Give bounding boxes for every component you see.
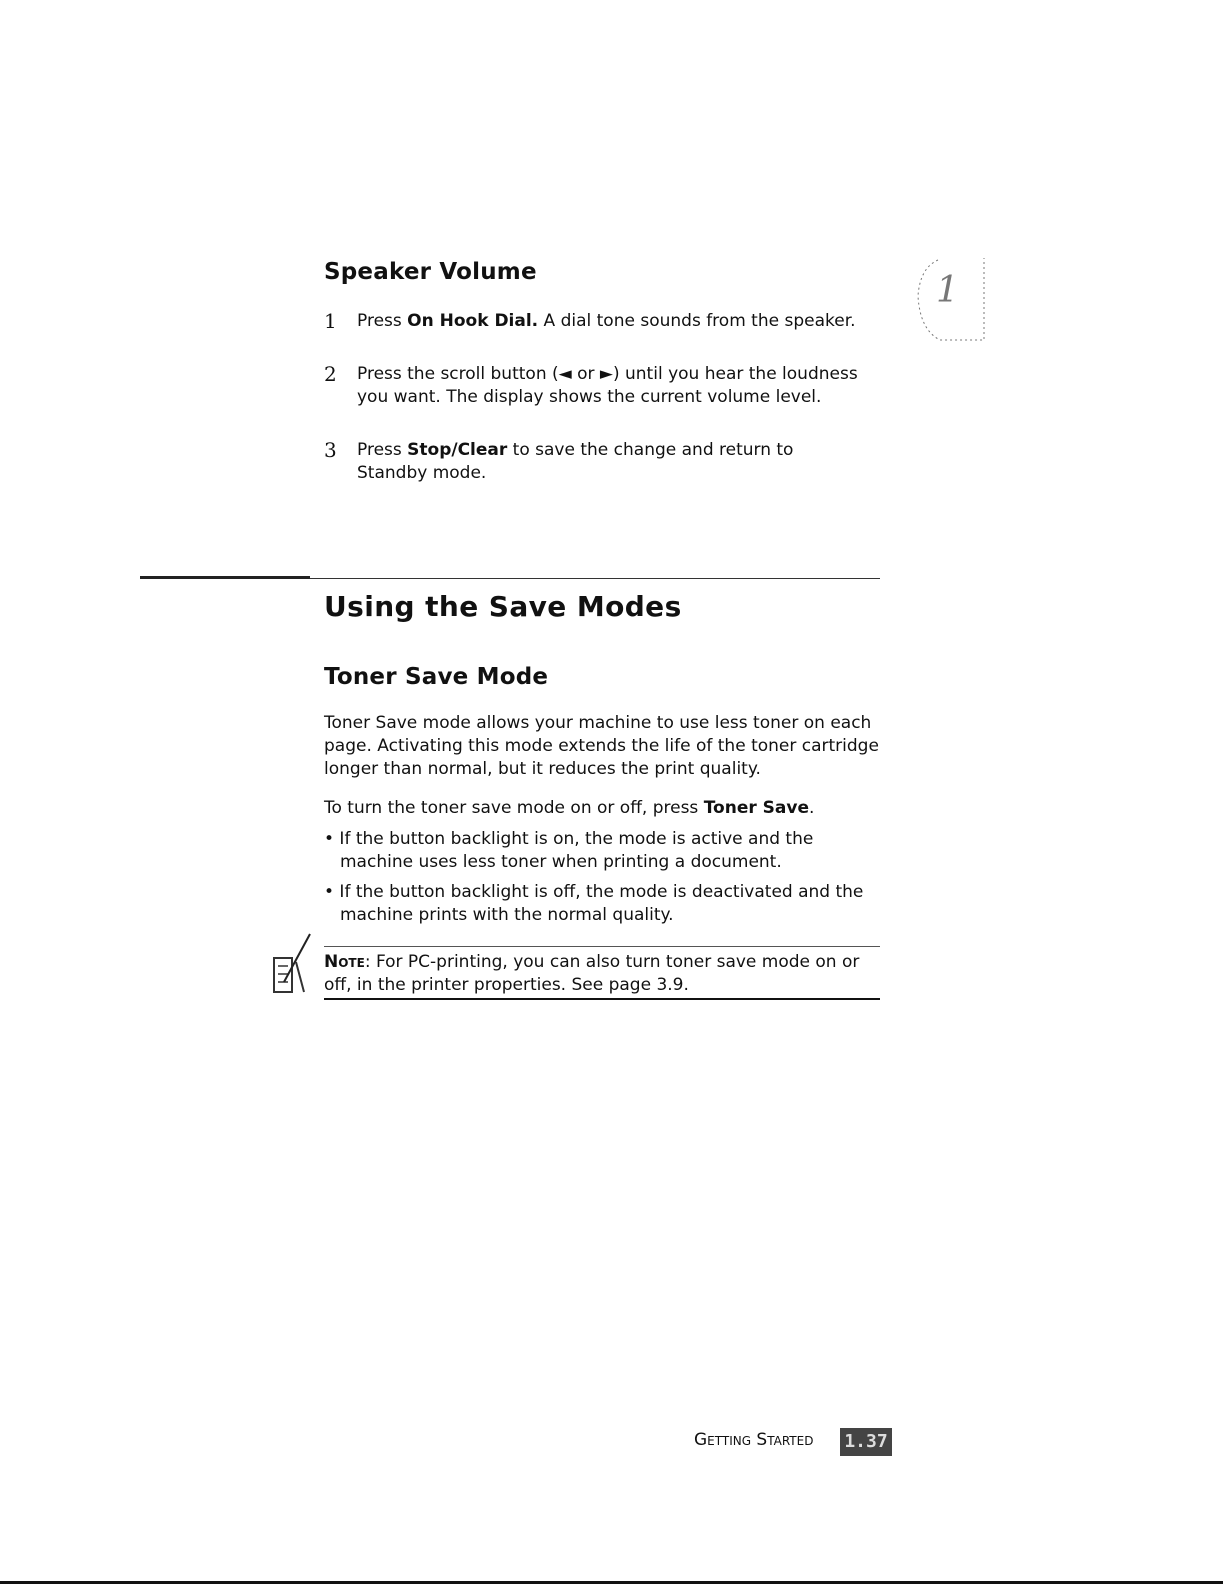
step-text: Press the scroll button (◄ or ►) until you hear the loudness you want. The display shows the current volume level. bbox=[357, 364, 858, 407]
list-item: • If the button backlight is off, the mode is deactivated and the machine prints with the normal quality. bbox=[324, 882, 864, 925]
footer-section-title: Getting Started bbox=[694, 1430, 814, 1450]
note-top-rule bbox=[324, 946, 880, 947]
note-bottom-rule bbox=[324, 998, 880, 1000]
save-modes-heading: Using the Save Modes bbox=[324, 590, 682, 623]
toner-save-instruction: To turn the toner save mode on or off, press Toner Save. bbox=[324, 798, 815, 818]
chapter-number: 1 bbox=[936, 270, 959, 311]
speaker-volume-heading: Speaker Volume bbox=[324, 259, 537, 285]
note-pencil-icon bbox=[270, 932, 312, 1002]
list-item: • If the button backlight is on, the mode is active and the machine uses less toner when printing a document. bbox=[324, 829, 814, 872]
note-text: Note: For PC-printing, you can also turn toner save mode on or off, in the printer properties. See page 3.9. bbox=[324, 952, 860, 995]
chapter-tab bbox=[916, 256, 986, 342]
step-number: 3 bbox=[324, 438, 337, 462]
step-text: Press Stop/Clear to save the change and return to Standby mode. bbox=[357, 440, 794, 483]
step-text: Press On Hook Dial. A dial tone sounds from the speaker. bbox=[357, 311, 856, 331]
step-number: 2 bbox=[324, 362, 337, 386]
toner-save-heading: Toner Save Mode bbox=[324, 664, 549, 690]
step-number: 1 bbox=[324, 309, 337, 333]
footer-page-number: 1.37 bbox=[840, 1428, 892, 1456]
toner-save-description: Toner Save mode allows your machine to use less toner on each page. Activating this mode extends the life of the toner cartridge longer than normal, but it reduces the print quality. bbox=[324, 713, 879, 779]
section-divider-line bbox=[310, 578, 880, 579]
section-divider-thick bbox=[140, 576, 310, 579]
note-label: Note bbox=[324, 952, 365, 972]
